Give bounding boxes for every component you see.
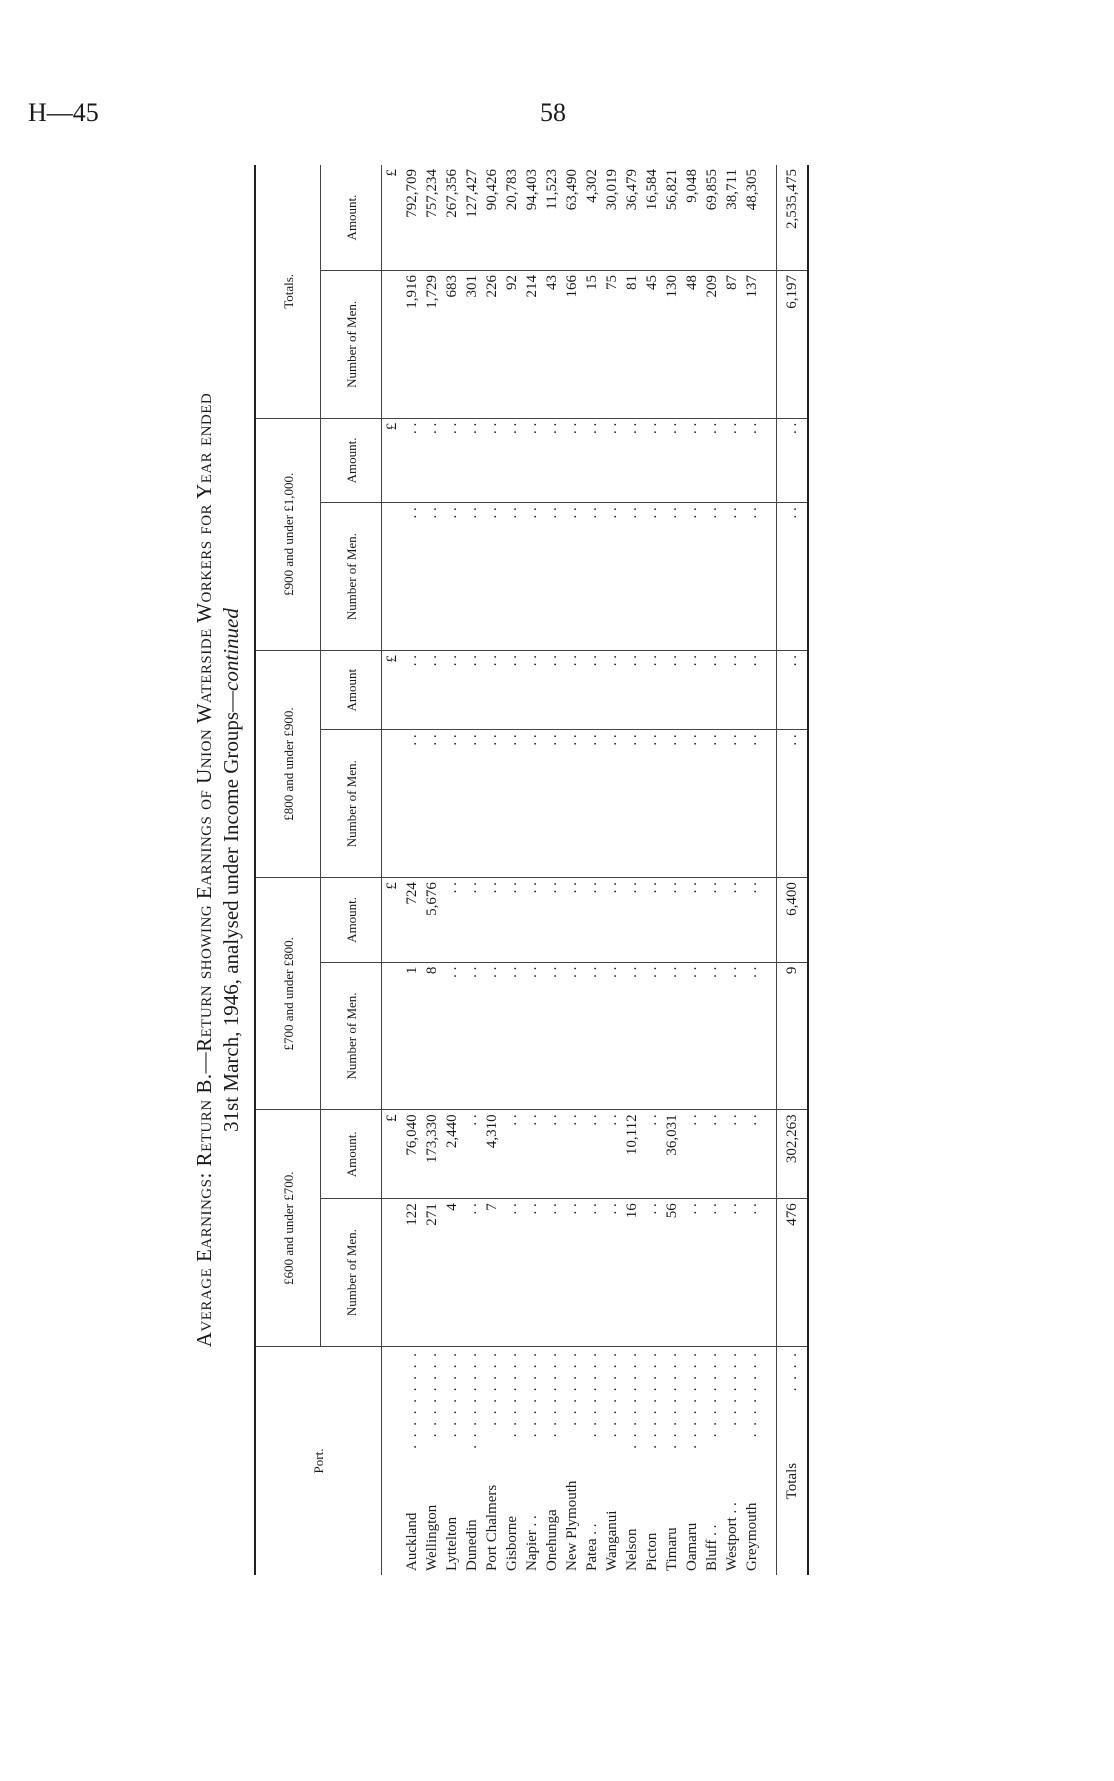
cell-n800: . . [682,730,702,878]
port-label: Greymouth [744,1502,760,1571]
total-at: 2,535,475 [777,165,809,270]
cell-n900: . . [542,503,562,651]
cell-at: 20,783 [502,165,522,270]
cell-a700: . . [502,878,522,962]
cell-n600: 16 [622,1199,642,1347]
cell-n600: 122 [402,1199,422,1347]
table-row [562,165,582,1575]
port-label: Nelson [624,1528,640,1571]
cell-n900: . . [522,503,542,651]
earnings-table [254,165,809,1575]
cell-a800: . . [402,650,422,729]
port-name [682,1347,702,1576]
port-name [582,1347,602,1576]
cell-n600: 7 [482,1199,502,1347]
cell-a600: 2,440 [442,1110,462,1199]
cell-at: 16,584 [642,165,662,270]
cell-a900: . . [542,418,562,502]
cell-nt: 226 [482,270,502,418]
port-name [402,1347,422,1576]
cell-a700: . . [582,878,602,962]
cell-n900: . . [482,503,502,651]
cell-nt: 137 [742,270,762,418]
cell-n800: . . [742,730,762,878]
port-name [622,1347,642,1576]
cell-a700: 5,676 [422,878,442,962]
col-amount-600: Amount. [321,1110,382,1199]
col-men-800: Number of Men. [321,730,382,878]
col-amount-700: Amount. [321,878,382,962]
cell-n900: . . [582,503,602,651]
port-label: Wanganui [604,1510,620,1571]
cell-a900: . . [722,418,742,502]
cell-a600: 36,031 [662,1110,682,1199]
port-name [522,1347,542,1576]
cell-a700: . . [442,878,462,962]
port-label: Bluff . . [704,1524,720,1571]
cell-a800: . . [662,650,682,729]
port-label: Dunedin [464,1519,480,1571]
cell-a700: . . [662,878,682,962]
total-a700: 6,400 [777,878,809,962]
cell-a700: 724 [402,878,422,962]
cell-nt: 166 [562,270,582,418]
cell-nt: 43 [542,270,562,418]
col-port: Port. [255,1347,382,1576]
port-name [642,1347,662,1576]
totals-label: Totals [784,1462,800,1500]
col-men-600: Number of Men. [321,1199,382,1347]
cell-a900: . . [662,418,682,502]
leader-dots: . . . . . . . [564,1351,580,1426]
port-label: Oamaru [684,1522,700,1571]
totals-row [777,165,809,1575]
cell-a700: . . [522,878,542,962]
cell-n700: 8 [422,962,442,1110]
port-name [442,1347,462,1576]
cell-at: 36,479 [622,165,642,270]
cell-n800: . . [582,730,602,878]
table-row [602,165,622,1575]
cell-n800: . . [602,730,622,878]
total-n600: 476 [777,1199,809,1347]
total-a800: . . [777,650,809,729]
cell-a800: . . [602,650,622,729]
cell-a700: . . [462,878,482,962]
cell-n900: . . [702,503,722,651]
cell-a600: . . [562,1110,582,1199]
cell-n600: . . [562,1199,582,1347]
cell-a600: . . [502,1110,522,1199]
port-name [722,1347,742,1576]
cell-nt: 15 [582,270,602,418]
cell-n900: . . [622,503,642,651]
cell-at: 267,356 [442,165,462,270]
cell-nt: 214 [522,270,542,418]
leader-dots: . . . . . . . . [704,1351,720,1438]
cell-a800: . . [562,650,582,729]
cell-a800: . . [502,650,522,729]
cell-n700: . . [642,962,662,1110]
cell-a600: . . [682,1110,702,1199]
cell-n800: . . [622,730,642,878]
cell-a700: . . [742,878,762,962]
port-label: Timaru [664,1527,680,1571]
cell-at: 90,426 [482,165,502,270]
cell-n700: . . [482,962,502,1110]
cell-a900: . . [702,418,722,502]
cell-n900: . . [642,503,662,651]
pound-sign: £ [382,165,403,270]
cell-at: 4,302 [582,165,602,270]
port-label: Westport . . [724,1502,740,1571]
cell-n600: 56 [662,1199,682,1347]
rotated-table-sheet [190,165,910,1575]
cell-n700: . . [582,962,602,1110]
cell-nt: 301 [462,270,482,418]
cell-at: 792,709 [402,165,422,270]
cell-a700: . . [562,878,582,962]
page-number: 58 [540,98,566,127]
cell-n900: . . [722,503,742,651]
leader-dots: . . . . . . . [484,1351,500,1426]
table-row [462,165,482,1575]
cell-n700: . . [682,962,702,1110]
cell-n700: . . [662,962,682,1110]
cell-n600: . . [642,1199,662,1347]
table-row [702,165,722,1575]
port-label: Napier . . [524,1515,540,1571]
cell-a700: . . [622,878,642,962]
cell-n600: . . [582,1199,602,1347]
cell-a700: . . [602,878,622,962]
cell-a700: . . [642,878,662,962]
cell-n600: . . [742,1199,762,1347]
cell-a800: . . [702,650,722,729]
table-row [542,165,562,1575]
table-row [422,165,442,1575]
total-nt: 6,197 [777,270,809,418]
port-label: Picton [644,1532,660,1571]
cell-at: 757,234 [422,165,442,270]
document-code: H—45 [28,98,99,127]
table-subtitle [218,165,244,1575]
cell-a900: . . [442,418,462,502]
total-n900: . . [777,503,809,651]
leader-dots: . . . . . . . . [444,1351,460,1438]
cell-a900: . . [602,418,622,502]
cell-at: 48,305 [742,165,762,270]
spacer-row [762,165,777,1575]
leader-dots: . . . . . . . . [584,1351,600,1438]
cell-n900: . . [442,503,462,651]
table-row [622,165,642,1575]
table-row [442,165,462,1575]
cell-nt: 45 [642,270,662,418]
port-label: Wellington [424,1504,440,1571]
port-label: New Plymouth [564,1480,580,1571]
cell-a600: . . [522,1110,542,1199]
cell-a600: . . [542,1110,562,1199]
pound-sign: £ [382,878,403,962]
cell-n700: . . [502,962,522,1110]
table-row [522,165,542,1575]
cell-a800: . . [422,650,442,729]
cell-at: 63,490 [562,165,582,270]
port-label: Port Chalmers [484,1484,500,1571]
cell-a600: 76,040 [402,1110,422,1199]
pound-sign: £ [382,418,403,502]
cell-n800: . . [422,730,442,878]
port-name [462,1347,482,1576]
cell-n800: . . [442,730,462,878]
cell-a900: . . [522,418,542,502]
cell-n700: . . [602,962,622,1110]
col-men-900: Number of Men. [321,503,382,651]
cell-a800: . . [442,650,462,729]
cell-n600: . . [702,1199,722,1347]
cell-a700: . . [482,878,502,962]
cell-n900: . . [742,503,762,651]
port-label: Patea . . [584,1523,600,1571]
col-group-totals: Totals. [255,165,321,418]
col-amount-900: Amount. [321,418,382,502]
cell-n600: 4 [442,1199,462,1347]
table-title [190,165,218,1575]
port-name [662,1347,682,1576]
cell-a900: . . [582,418,602,502]
leader-dots: . . . . . . . . . [464,1351,480,1449]
port-name [502,1347,522,1576]
col-group-700: £700 and under £800. [255,878,321,1110]
cell-nt: 87 [722,270,742,418]
cell-n600: . . [602,1199,622,1347]
leader-dots: . . . . [784,1351,800,1392]
total-n800: . . [777,730,809,878]
leader-dots: . . . . . . . . [744,1351,760,1438]
cell-n900: . . [422,503,442,651]
cell-n600: . . [462,1199,482,1347]
cell-at: 11,523 [542,165,562,270]
title-continued: continued [219,608,243,691]
cell-nt: 1,916 [402,270,422,418]
total-n700: 9 [777,962,809,1110]
table-row [502,165,522,1575]
col-group-800: £800 and under £900. [255,650,321,877]
leader-dots: . . . . . . . . [504,1351,520,1438]
table-row [482,165,502,1575]
cell-a600: . . [742,1110,762,1199]
cell-n800: . . [502,730,522,878]
port-label: Gisborne [504,1516,520,1571]
cell-a600: . . [462,1110,482,1199]
cell-a900: . . [622,418,642,502]
table-row [722,165,742,1575]
cell-n600: . . [682,1199,702,1347]
cell-n800: . . [642,730,662,878]
cell-n900: . . [462,503,482,651]
total-a900: . . [777,418,809,502]
leader-dots: . . . . . . . [724,1351,740,1426]
cell-nt: 92 [502,270,522,418]
cell-n800: . . [722,730,742,878]
cell-nt: 1,729 [422,270,442,418]
total-a600: 302,263 [777,1110,809,1199]
port-name [422,1347,442,1576]
cell-a900: . . [462,418,482,502]
cell-n900: . . [562,503,582,651]
cell-a600: . . [702,1110,722,1199]
leader-dots: . . . . . . . . . [684,1351,700,1449]
cell-a900: . . [562,418,582,502]
cell-a600: . . [722,1110,742,1199]
cell-a600: 173,330 [422,1110,442,1199]
col-group-900: £900 and under £1,000. [255,418,321,650]
cell-n600: . . [542,1199,562,1347]
cell-n900: . . [682,503,702,651]
leader-dots: . . . . . . . . . [664,1351,680,1449]
table-row [402,165,422,1575]
cell-a800: . . [622,650,642,729]
cell-a700: . . [682,878,702,962]
cell-a800: . . [722,650,742,729]
cell-at: 30,019 [602,165,622,270]
cell-a900: . . [502,418,522,502]
leader-dots: . . . . . . . . [524,1351,540,1438]
cell-a800: . . [542,650,562,729]
cell-nt: 209 [702,270,722,418]
cell-a800: . . [642,650,662,729]
cell-a700: . . [702,878,722,962]
cell-n700: . . [462,962,482,1110]
cell-at: 38,711 [722,165,742,270]
cell-n700: . . [442,962,462,1110]
cell-n700: 1 [402,962,422,1110]
col-men-totals: Number of Men. [321,270,382,418]
pound-sign: £ [382,650,403,729]
cell-a800: . . [522,650,542,729]
cell-n700: . . [742,962,762,1110]
leader-dots: . . . . . . . . . [404,1351,420,1449]
leader-dots: . . . . . . . . [424,1351,440,1438]
cell-n700: . . [722,962,742,1110]
cell-n600: . . [722,1199,742,1347]
totals-label-cell [777,1347,809,1576]
cell-nt: 75 [602,270,622,418]
leader-dots: . . . . . . . . [604,1351,620,1438]
port-name [482,1347,502,1576]
cell-a900: . . [422,418,442,502]
port-label: Onehunga [544,1509,560,1571]
cell-n800: . . [402,730,422,878]
cell-a800: . . [682,650,702,729]
cell-n900: . . [502,503,522,651]
cell-a600: . . [642,1110,662,1199]
cell-at: 69,855 [702,165,722,270]
pound-sign: £ [382,1110,403,1199]
cell-n800: . . [662,730,682,878]
cell-a900: . . [682,418,702,502]
cell-a800: . . [742,650,762,729]
table-row [742,165,762,1575]
table-body [382,165,809,1575]
cell-a900: . . [642,418,662,502]
table-row [582,165,602,1575]
col-amount-800: Amount [321,650,382,729]
col-men-700: Number of Men. [321,962,382,1110]
cell-n800: . . [482,730,502,878]
cell-n700: . . [542,962,562,1110]
cell-n600: 271 [422,1199,442,1347]
leader-dots: . . . . . . . . . [644,1351,660,1449]
cell-n900: . . [662,503,682,651]
cell-at: 127,427 [462,165,482,270]
cell-at: 94,403 [522,165,542,270]
cell-a900: . . [742,418,762,502]
cell-n900: . . [402,503,422,651]
port-name [542,1347,562,1576]
cell-nt: 48 [682,270,702,418]
table-row [682,165,702,1575]
cell-a800: . . [482,650,502,729]
cell-nt: 683 [442,270,462,418]
cell-a600: . . [602,1110,622,1199]
cell-a700: . . [542,878,562,962]
cell-n700: . . [622,962,642,1110]
col-amount-totals: Amount. [321,165,382,270]
col-group-600: £600 and under £700. [255,1110,321,1347]
leader-dots: . . . . . . . . [544,1351,560,1438]
cell-a800: . . [582,650,602,729]
table-row [642,165,662,1575]
pound-sign-row [382,165,403,1575]
cell-n800: . . [542,730,562,878]
cell-a800: . . [462,650,482,729]
cell-n700: . . [562,962,582,1110]
cell-a600: . . [582,1110,602,1199]
cell-n800: . . [702,730,722,878]
leader-dots: . . . . . . . . . [624,1351,640,1449]
port-label: Auckland [404,1512,420,1571]
table-row [662,165,682,1575]
cell-a700: . . [722,878,742,962]
title-line-1: Average Earnings: Return B.—Return showing Earnings of Union Waterside Workers for Year ended [192,392,216,1348]
cell-n600: . . [502,1199,522,1347]
cell-n800: . . [522,730,542,878]
cell-nt: 81 [622,270,642,418]
cell-n700: . . [702,962,722,1110]
cell-n700: . . [522,962,542,1110]
cell-a900: . . [482,418,502,502]
cell-at: 9,048 [682,165,702,270]
cell-n800: . . [562,730,582,878]
cell-n800: . . [462,730,482,878]
port-label: Lyttelton [444,1516,460,1571]
cell-a900: . . [402,418,422,502]
port-name [702,1347,722,1576]
port-name [562,1347,582,1576]
cell-a600: 4,310 [482,1110,502,1199]
port-name [742,1347,762,1576]
port-name [602,1347,622,1576]
cell-at: 56,821 [662,165,682,270]
cell-n900: . . [602,503,622,651]
cell-n600: . . [522,1199,542,1347]
title-line-2: 31st March, 1946, analysed under Income Groups— [219,690,243,1132]
cell-nt: 130 [662,270,682,418]
cell-a600: 10,112 [622,1110,642,1199]
